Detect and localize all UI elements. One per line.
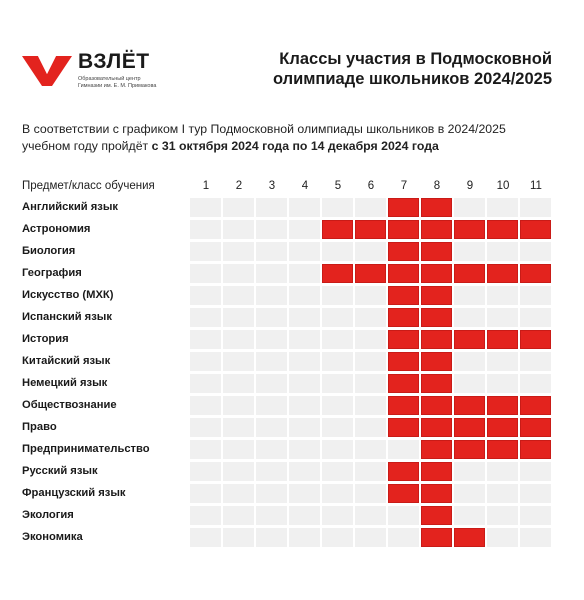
grade-cell-inactive (223, 440, 254, 459)
grade-cell-inactive (190, 286, 221, 305)
grade-cell-inactive (289, 330, 320, 349)
grade-cell-inactive (355, 308, 386, 327)
grade-cell-inactive (256, 528, 287, 547)
grade-cell-active (388, 396, 419, 415)
grade-cell-inactive (487, 528, 518, 547)
grade-cell-inactive (520, 308, 551, 327)
grade-cell-active (520, 264, 551, 283)
grade-cell-active (454, 418, 485, 437)
grade-cell-inactive (190, 396, 221, 415)
subject-label: Предпринимательство (22, 443, 150, 455)
grade-header-8: 8 (433, 180, 441, 192)
grade-cell-active (421, 506, 452, 525)
subject-label: Экология (22, 509, 74, 521)
grade-cell-inactive (355, 440, 386, 459)
grade-cell-active (487, 264, 518, 283)
grade-cell-inactive (487, 506, 518, 525)
grade-cell-inactive (190, 352, 221, 371)
grade-cell-active (421, 286, 452, 305)
grade-header-3: 3 (268, 180, 276, 192)
grade-cell-active (421, 440, 452, 459)
grade-cell-inactive (289, 242, 320, 261)
grade-cell-inactive (223, 220, 254, 239)
subject-label: Английский язык (22, 201, 119, 213)
grade-cell-inactive (520, 374, 551, 393)
grade-cell-inactive (520, 286, 551, 305)
grade-cell-inactive (190, 242, 221, 261)
grade-cell-active (388, 330, 419, 349)
intro-line-1: В соответствии с графиком I тур Подмосковной олимпиады школьников в 2024/2025 (22, 122, 506, 136)
subject-label: Право (22, 421, 57, 433)
grade-cell-inactive (520, 198, 551, 217)
logo-mark-icon (22, 48, 72, 88)
grade-cell-active (520, 418, 551, 437)
grade-cell-active (421, 528, 452, 547)
grade-cell-inactive (223, 396, 254, 415)
grade-cell-inactive (256, 286, 287, 305)
grade-cell-inactive (190, 440, 221, 459)
grade-cell-inactive (322, 506, 353, 525)
grade-cell-active (322, 220, 353, 239)
grade-cell-active (520, 330, 551, 349)
grade-cell-inactive (190, 506, 221, 525)
grade-cell-inactive (355, 396, 386, 415)
intro-line-2-prefix: учебном году пройдёт (22, 139, 152, 153)
subject-label: Русский язык (22, 465, 98, 477)
grade-cell-inactive (454, 286, 485, 305)
grade-cell-active (421, 396, 452, 415)
grade-cell-inactive (520, 484, 551, 503)
grade-cell-inactive (355, 242, 386, 261)
grade-cell-inactive (355, 462, 386, 481)
grade-cell-inactive (322, 440, 353, 459)
grade-cell-inactive (454, 506, 485, 525)
grade-cell-inactive (322, 286, 353, 305)
grade-cell-active (487, 220, 518, 239)
grade-cell-inactive (487, 198, 518, 217)
grade-cell-inactive (289, 528, 320, 547)
grade-cell-inactive (289, 396, 320, 415)
grade-header-7: 7 (400, 180, 408, 192)
title-line-1: Классы участия в Подмосковной (279, 50, 552, 68)
grade-cell-inactive (322, 198, 353, 217)
grade-cell-active (454, 396, 485, 415)
grade-cell-inactive (223, 242, 254, 261)
grade-cell-inactive (355, 374, 386, 393)
grade-cell-inactive (355, 330, 386, 349)
subject-label: Биология (22, 245, 76, 257)
grade-cell-inactive (256, 264, 287, 283)
grade-cell-inactive (355, 286, 386, 305)
grade-cell-active (454, 528, 485, 547)
grade-cell-inactive (256, 462, 287, 481)
grade-cell-inactive (256, 330, 287, 349)
grade-cell-inactive (289, 462, 320, 481)
grade-cell-active (421, 462, 452, 481)
subject-label: География (22, 267, 82, 279)
grade-cell-inactive (322, 308, 353, 327)
grade-cell-inactive (256, 352, 287, 371)
grade-cell-inactive (322, 418, 353, 437)
grade-cell-inactive (256, 506, 287, 525)
grade-cell-inactive (223, 506, 254, 525)
grade-header-11: 11 (530, 180, 542, 192)
grade-cell-inactive (388, 506, 419, 525)
grade-cell-inactive (388, 440, 419, 459)
grade-cell-active (388, 220, 419, 239)
grade-cell-inactive (487, 286, 518, 305)
grade-cell-inactive (355, 528, 386, 547)
grade-cell-active (487, 418, 518, 437)
grade-cell-active (454, 330, 485, 349)
grade-cell-inactive (190, 330, 221, 349)
logo (22, 48, 172, 90)
grade-cell-inactive (322, 396, 353, 415)
grade-cell-inactive (256, 198, 287, 217)
subject-label: История (22, 333, 69, 345)
grade-cell-inactive (487, 462, 518, 481)
subject-label: Китайский язык (22, 355, 111, 367)
grade-cell-inactive (487, 242, 518, 261)
grade-cell-inactive (487, 308, 518, 327)
grade-cell-inactive (322, 374, 353, 393)
grade-cell-inactive (355, 506, 386, 525)
grade-cell-inactive (454, 198, 485, 217)
grade-cell-inactive (322, 330, 353, 349)
grade-cell-inactive (520, 528, 551, 547)
grade-header-4: 4 (301, 180, 309, 192)
grade-cell-inactive (289, 418, 320, 437)
grade-cell-inactive (190, 264, 221, 283)
grade-cell-inactive (454, 374, 485, 393)
grade-cell-inactive (289, 506, 320, 525)
grade-cell-inactive (256, 220, 287, 239)
logo-name: ВЗЛЁТ (78, 50, 150, 73)
grade-cell-inactive (256, 374, 287, 393)
grade-cell-inactive (190, 528, 221, 547)
grade-cell-active (487, 440, 518, 459)
grade-header-5: 5 (334, 180, 342, 192)
grade-cell-inactive (190, 198, 221, 217)
grade-cell-inactive (223, 330, 254, 349)
logo-subtitle-2: Гимназии им. Е. М. Примакова (78, 83, 157, 89)
page-title (212, 49, 552, 89)
grade-cell-active (421, 308, 452, 327)
subject-label: Немецкий язык (22, 377, 108, 389)
grade-cell-active (421, 330, 452, 349)
grade-cell-inactive (223, 374, 254, 393)
grade-cell-active (388, 308, 419, 327)
grade-cell-inactive (190, 418, 221, 437)
grade-header-1: 1 (202, 180, 210, 192)
grade-header-6: 6 (367, 180, 375, 192)
grade-cell-active (355, 264, 386, 283)
grade-cell-active (454, 264, 485, 283)
grade-cell-active (388, 374, 419, 393)
grade-cell-inactive (256, 418, 287, 437)
grade-cell-inactive (322, 528, 353, 547)
grade-cell-inactive (223, 462, 254, 481)
subject-label: Экономика (22, 531, 83, 543)
grade-cell-inactive (223, 264, 254, 283)
grade-cell-inactive (256, 484, 287, 503)
grade-cell-active (454, 220, 485, 239)
title-line-2: олимпиаде школьников 2024/2025 (272, 70, 552, 88)
grade-cell-active (421, 220, 452, 239)
grade-cell-inactive (388, 528, 419, 547)
grade-cell-inactive (520, 352, 551, 371)
grade-cell-inactive (289, 220, 320, 239)
grade-cell-inactive (223, 528, 254, 547)
intro-dates: с 31 октября 2024 года по 14 декабря 2024 года (151, 139, 439, 153)
grade-cell-inactive (289, 374, 320, 393)
grade-cell-active (388, 286, 419, 305)
grade-cell-active (421, 418, 452, 437)
grade-cell-inactive (190, 462, 221, 481)
grade-cell-inactive (322, 242, 353, 261)
grade-cell-inactive (190, 308, 221, 327)
grade-cell-active (421, 352, 452, 371)
grade-cell-inactive (289, 286, 320, 305)
grade-cell-inactive (223, 198, 254, 217)
grade-cell-active (487, 396, 518, 415)
intro-text (22, 121, 567, 155)
grade-cell-inactive (256, 242, 287, 261)
grade-cell-inactive (355, 484, 386, 503)
grade-cell-inactive (520, 242, 551, 261)
grade-cell-inactive (190, 374, 221, 393)
grade-cell-inactive (289, 308, 320, 327)
grade-cell-inactive (289, 198, 320, 217)
grade-cell-inactive (289, 264, 320, 283)
grade-cell-inactive (487, 484, 518, 503)
grade-cell-inactive (223, 484, 254, 503)
grade-cell-active (520, 440, 551, 459)
grade-cell-active (388, 198, 419, 217)
grade-cell-inactive (454, 242, 485, 261)
grade-cell-active (454, 440, 485, 459)
grade-cell-inactive (355, 418, 386, 437)
grade-cell-active (421, 264, 452, 283)
grade-cell-active (520, 396, 551, 415)
grade-cell-active (421, 484, 452, 503)
grade-cell-active (388, 242, 419, 261)
grade-cell-inactive (190, 220, 221, 239)
grade-cell-inactive (256, 396, 287, 415)
grade-cell-inactive (289, 440, 320, 459)
logo-subtitle-1: Образовательный центр (78, 76, 141, 82)
grade-cell-active (487, 330, 518, 349)
grade-cell-inactive (487, 352, 518, 371)
grade-cell-inactive (190, 484, 221, 503)
grade-cell-inactive (520, 462, 551, 481)
grade-cell-active (421, 242, 452, 261)
grade-cell-inactive (322, 484, 353, 503)
grade-cell-inactive (223, 418, 254, 437)
grade-cell-inactive (355, 198, 386, 217)
grade-cell-active (388, 352, 419, 371)
grade-cell-inactive (487, 374, 518, 393)
grade-cell-active (388, 484, 419, 503)
grade-cell-inactive (454, 308, 485, 327)
grade-cell-inactive (355, 352, 386, 371)
subject-label: Испанский язык (22, 311, 112, 323)
grade-cell-active (388, 418, 419, 437)
grade-cell-inactive (322, 462, 353, 481)
grade-header-9: 9 (466, 180, 474, 192)
grade-cell-inactive (223, 308, 254, 327)
grade-cell-inactive (454, 484, 485, 503)
grade-cell-inactive (454, 462, 485, 481)
grade-cell-inactive (256, 308, 287, 327)
grade-cell-active (355, 220, 386, 239)
grade-cell-inactive (454, 352, 485, 371)
grade-cell-active (421, 198, 452, 217)
grade-cell-inactive (223, 352, 254, 371)
subject-label: Французский язык (22, 487, 126, 499)
grade-cell-active (421, 374, 452, 393)
grade-cell-inactive (520, 506, 551, 525)
grade-cell-inactive (289, 484, 320, 503)
grade-cell-inactive (223, 286, 254, 305)
table-header-label: Предмет/класс обучения (22, 180, 155, 192)
grade-cell-inactive (289, 352, 320, 371)
grade-cell-inactive (256, 440, 287, 459)
subject-label: Искусство (МХК) (22, 289, 114, 301)
subject-label: Обществознание (22, 399, 117, 411)
grade-cell-active (388, 462, 419, 481)
grade-header-2: 2 (235, 180, 243, 192)
grade-cell-inactive (322, 352, 353, 371)
grade-cell-active (322, 264, 353, 283)
grade-cell-active (388, 264, 419, 283)
subject-label: Астрономия (22, 223, 91, 235)
grade-cell-active (520, 220, 551, 239)
grade-header-10: 10 (496, 180, 510, 192)
